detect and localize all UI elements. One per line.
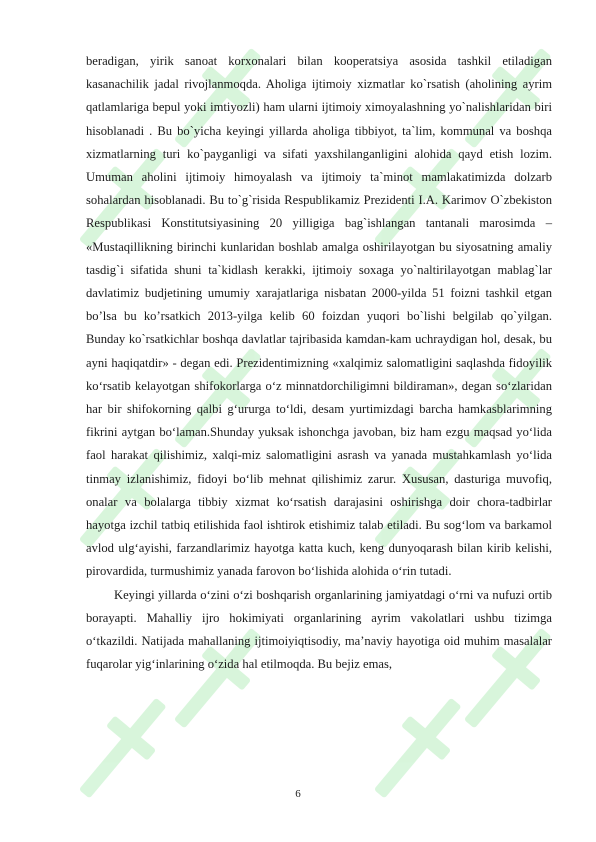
page-number: 6	[295, 788, 301, 800]
body-text	[86, 50, 552, 676]
paragraph: beradigan, yirik sanoat korxonalari bilan kooperatsiya asosida tashkil etiladigan kasanachilik jadal rivojlanmoqda. Aholiga ijtimoiy xizmatlar ko`rsatish (aholining ayrim qatlamlariga bepul yoki imtiyozli) ham ularni ijtimoiy ximoyalashning yo`nalishlaridan biri hisoblanadi . Bu bo`yicha keyingi yillarda aholiga tibbiyot, ta`lim, kommunal va boshqa xizmatlarning turi ko`payganligi va sifati yaxshilanganligini alohida qayd etish lozim. Umuman aholini ijtimoiy himoyalash va ijtimoiy ta`minot mamlakatimizda dolzarb sohalardan hisoblanadi. Bu to`g`risida Respublikamiz Prezidenti I.A. Karimov O`zbekiston Respublikasi Konstitutsiyasining 20 yilligiga bag`ishlangan tantanali marosimda – «Mustaqillikning birinchi kunlaridan boshlab amalga oshirilayotgan bu siyosatning amaliy tasdig`i sifatida shuni ta`kidlash kerakki, ijtimoiy soxaga yo`naltirilayotgan mablag`lar davlatimiz budjetining umumiy xarajatlariga nisbatan 2000-yilda 51 foizni tashkil etgan bo’lsa bu ko’rsatkich 2013-yilga kelib 60 foizdan yuqori bo`lishi belgilab qo`yilgan. Bunday ko`rsatkichlar boshqa davlatlar tajribasida kamdan-kam uchraydigan hol, desak, bu ayni haqiqatdir» - degan edi. Prezidentimizning «xalqimiz salomatligini saqlashda fidoyilik ko‘rsatib kelayotgan shifokorlarga o‘z minnatdorchiligimni bildiraman», degan so‘zlaridan har bir shifokorning qalbi g‘ururga to‘ldi, desam yurtimizdagi barcha hamkasblarimning fikrini aytgan bo‘laman.Shunday yuksak ishonchga javoban, biz ham ezgu maqsad yo‘lida faol harakat qilishimiz, xalqi-miz salomatligini asrash va yanada mustahkamlash yo‘lida tinmay izlanishimiz, fidoyi bo‘lib mehnat qilishimiz zarur. Xususan, dasturiga muvofiq, onalar va bolalarga tibbiy xizmat ko‘rsatish darajasini oshirishga doir chora-tadbirlar hayotga izchil tatbiq etilishida faol ishtirok etishimiz talab etiladi. Bu sog‘lom va barkamol avlod ulg‘ayishi, farzandlarimiz hayotga katta kuch, keng dunyoqarash bilan kirib kelishi, pirovardida, turmushimiz yanada farovon bo‘lishida alohida o‘rin tutadi.	[86, 54, 552, 579]
paragraph: Keyingi yillarda o‘zini o‘zi boshqarish organlarining jamiyatdagi o‘rni va nufuzi ortib borayapti. Mahalliy ijro hokimiyati organlarining ayrim vakolatlari ushbu tizimga o‘tkazildi. Natijada mahallaning ijtimoiyiqtisodiy, ma’naviy hayotiga oid muhim masalalar fuqarolar yig‘inlarining o‘zida hal etilmoqda. Bu bejiz emas,	[86, 587, 552, 672]
